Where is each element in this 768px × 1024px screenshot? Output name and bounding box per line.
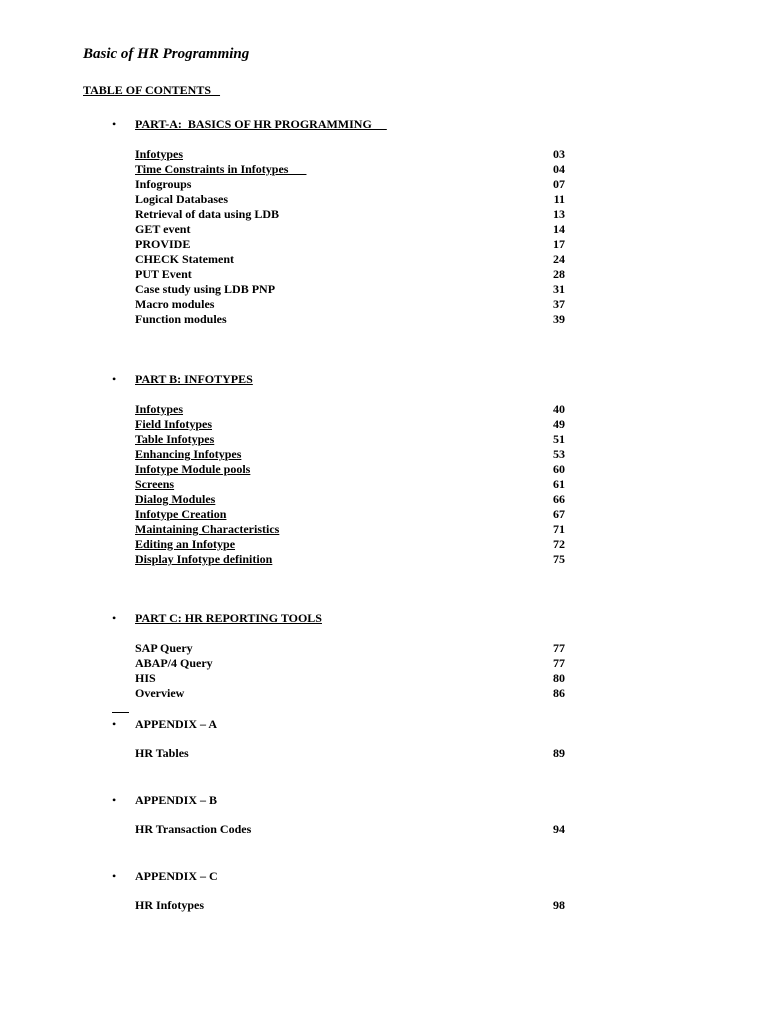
toc-entry[interactable] bbox=[135, 507, 565, 522]
section-entries-appendix-a bbox=[135, 746, 565, 761]
toc-entry-page-number: 49 bbox=[553, 417, 565, 431]
toc-entry-page-number: 75 bbox=[553, 552, 565, 566]
section-entries-appendix-c bbox=[135, 898, 565, 913]
section-heading-part-b bbox=[112, 372, 253, 387]
toc-entry[interactable] bbox=[135, 237, 565, 252]
toc-entry-title: Function modules bbox=[135, 312, 227, 326]
toc-entry[interactable] bbox=[135, 477, 565, 492]
bullet: • bbox=[112, 372, 117, 386]
toc-entry[interactable] bbox=[135, 432, 565, 447]
toc-entry[interactable] bbox=[135, 822, 565, 837]
toc-entry[interactable] bbox=[135, 252, 565, 267]
section-title: APPENDIX – A bbox=[135, 717, 218, 731]
toc-entry[interactable] bbox=[135, 177, 565, 192]
toc-entry-page-number: 53 bbox=[553, 447, 565, 461]
toc-entry-page-number: 66 bbox=[553, 492, 565, 506]
toc-entry-title: HIS bbox=[135, 671, 156, 685]
toc-entry[interactable] bbox=[135, 492, 565, 507]
toc-entry-title: PUT Event bbox=[135, 267, 192, 281]
section-heading-appendix-a bbox=[112, 717, 217, 732]
toc-entry-page-number: 98 bbox=[553, 898, 565, 912]
toc-entry-page-number: 67 bbox=[553, 507, 565, 521]
toc-entry[interactable] bbox=[135, 641, 565, 656]
toc-entry-title: CHECK Statement bbox=[135, 252, 234, 266]
toc-entry-title: Display Infotype definition bbox=[135, 552, 273, 566]
section-heading-appendix-b bbox=[112, 793, 217, 808]
bullet: • bbox=[112, 869, 117, 883]
toc-entry-title: Retrieval of data using LDB bbox=[135, 207, 279, 221]
toc-entry-page-number: 28 bbox=[553, 267, 565, 281]
toc-entry[interactable] bbox=[135, 222, 565, 237]
section-entries-part-c bbox=[135, 641, 565, 701]
document-title: Basic of HR Programming bbox=[83, 46, 250, 62]
toc-entry-page-number: 80 bbox=[553, 671, 565, 685]
section-heading-appendix-c bbox=[112, 869, 218, 884]
toc-entry-title: Screens bbox=[135, 477, 175, 491]
toc-entry-title: Dialog Modules bbox=[135, 492, 216, 506]
toc-entry-page-number: 77 bbox=[553, 641, 565, 655]
toc-entry-page-number: 72 bbox=[553, 537, 565, 551]
toc-entry[interactable] bbox=[135, 267, 565, 282]
toc-entry-title: Table Infotypes bbox=[135, 432, 215, 446]
toc-entry-page-number: 94 bbox=[553, 822, 565, 836]
toc-entry[interactable] bbox=[135, 898, 565, 913]
toc-entry-page-number: 17 bbox=[553, 237, 565, 251]
toc-entry-title: Macro modules bbox=[135, 297, 215, 311]
toc-entry-title: Infotypes bbox=[135, 147, 184, 161]
toc-entry-page-number: 37 bbox=[553, 297, 565, 311]
toc-entry-title: HR Tables bbox=[135, 746, 189, 760]
toc-entry[interactable] bbox=[135, 282, 565, 297]
section-heading-part-a bbox=[112, 117, 387, 132]
toc-entry[interactable] bbox=[135, 192, 565, 207]
toc-entry[interactable] bbox=[135, 162, 565, 177]
toc-entry-page-number: 89 bbox=[553, 746, 565, 760]
toc-entry[interactable] bbox=[135, 207, 565, 222]
section-title: PART-A: BASICS OF HR PROGRAMMING bbox=[135, 117, 387, 131]
toc-entry-title: Maintaining Characteristics bbox=[135, 522, 280, 536]
toc-entry-page-number: 24 bbox=[553, 252, 565, 266]
toc-entry-page-number: 13 bbox=[553, 207, 565, 221]
section-title: PART B: INFOTYPES bbox=[135, 372, 253, 386]
toc-entry[interactable] bbox=[135, 447, 565, 462]
toc-entry-title: Infotype Creation bbox=[135, 507, 227, 521]
bullet: • bbox=[112, 717, 117, 731]
toc-entry[interactable] bbox=[135, 147, 565, 162]
toc-entry-page-number: 60 bbox=[553, 462, 565, 476]
section-title: PART C: HR REPORTING TOOLS bbox=[135, 611, 322, 625]
toc-entry-title: Time Constraints in Infotypes bbox=[135, 162, 307, 176]
toc-entry-title: ABAP/4 Query bbox=[135, 656, 213, 670]
toc-entry-page-number: 04 bbox=[553, 162, 565, 176]
toc-entry-title: HR Infotypes bbox=[135, 898, 205, 912]
toc-entry[interactable] bbox=[135, 671, 565, 686]
toc-entry-title: Infotypes bbox=[135, 402, 184, 416]
toc-entry-page-number: 39 bbox=[553, 312, 565, 326]
section-entries-part-a bbox=[135, 147, 565, 327]
toc-entry-page-number: 86 bbox=[553, 686, 565, 700]
toc-entry-page-number: 07 bbox=[553, 177, 565, 191]
toc-entry-page-number: 03 bbox=[553, 147, 565, 161]
section-title: APPENDIX – B bbox=[135, 793, 218, 807]
toc-entry[interactable] bbox=[135, 297, 565, 312]
toc-entry-title: Editing an Infotype bbox=[135, 537, 236, 551]
toc-entry-title: GET event bbox=[135, 222, 191, 236]
toc-entry[interactable] bbox=[135, 522, 565, 537]
bullet: • bbox=[112, 793, 117, 807]
section-entries-appendix-b bbox=[135, 822, 565, 837]
toc-entry-title: Enhancing Infotypes bbox=[135, 447, 242, 461]
toc-entry-title: Case study using LDB PNP bbox=[135, 282, 276, 296]
bullet: • bbox=[112, 611, 117, 625]
toc-entry-page-number: 77 bbox=[553, 656, 565, 670]
toc-entry[interactable] bbox=[135, 537, 565, 552]
toc-entry[interactable] bbox=[135, 552, 565, 567]
section-title: APPENDIX – C bbox=[135, 869, 218, 883]
toc-entry-title: Infotype Module pools bbox=[135, 462, 251, 476]
toc-entry-page-number: 14 bbox=[553, 222, 565, 236]
toc-entry-title: SAP Query bbox=[135, 641, 193, 655]
toc-entry-page-number: 71 bbox=[553, 522, 565, 536]
section-heading-part-c bbox=[112, 611, 322, 626]
toc-entry[interactable] bbox=[135, 656, 565, 671]
toc-entry-title: HR Transaction Codes bbox=[135, 822, 252, 836]
toc-entry-title: Overview bbox=[135, 686, 185, 700]
toc-entry-title: Field Infotypes bbox=[135, 417, 213, 431]
toc-heading: TABLE OF CONTENTS bbox=[83, 83, 221, 97]
toc-entry[interactable] bbox=[135, 417, 565, 432]
toc-entry[interactable] bbox=[135, 312, 565, 327]
toc-entry-title: Infogroups bbox=[135, 177, 192, 191]
toc-entry-page-number: 61 bbox=[553, 477, 565, 491]
toc-entry-page-number: 51 bbox=[553, 432, 565, 446]
section-entries-part-b bbox=[135, 402, 565, 567]
toc-entry[interactable] bbox=[135, 746, 565, 761]
toc-entry-title: PROVIDE bbox=[135, 237, 191, 251]
toc-entry[interactable] bbox=[135, 402, 565, 417]
toc-entry-page-number: 31 bbox=[553, 282, 565, 296]
divider bbox=[112, 712, 129, 713]
toc-entry[interactable] bbox=[135, 462, 565, 477]
toc-entry-title: Logical Databases bbox=[135, 192, 228, 206]
toc-entry-page-number: 11 bbox=[553, 192, 565, 206]
toc-entry-page-number: 40 bbox=[553, 402, 565, 416]
toc-entry[interactable] bbox=[135, 686, 565, 701]
bullet: • bbox=[112, 117, 117, 131]
